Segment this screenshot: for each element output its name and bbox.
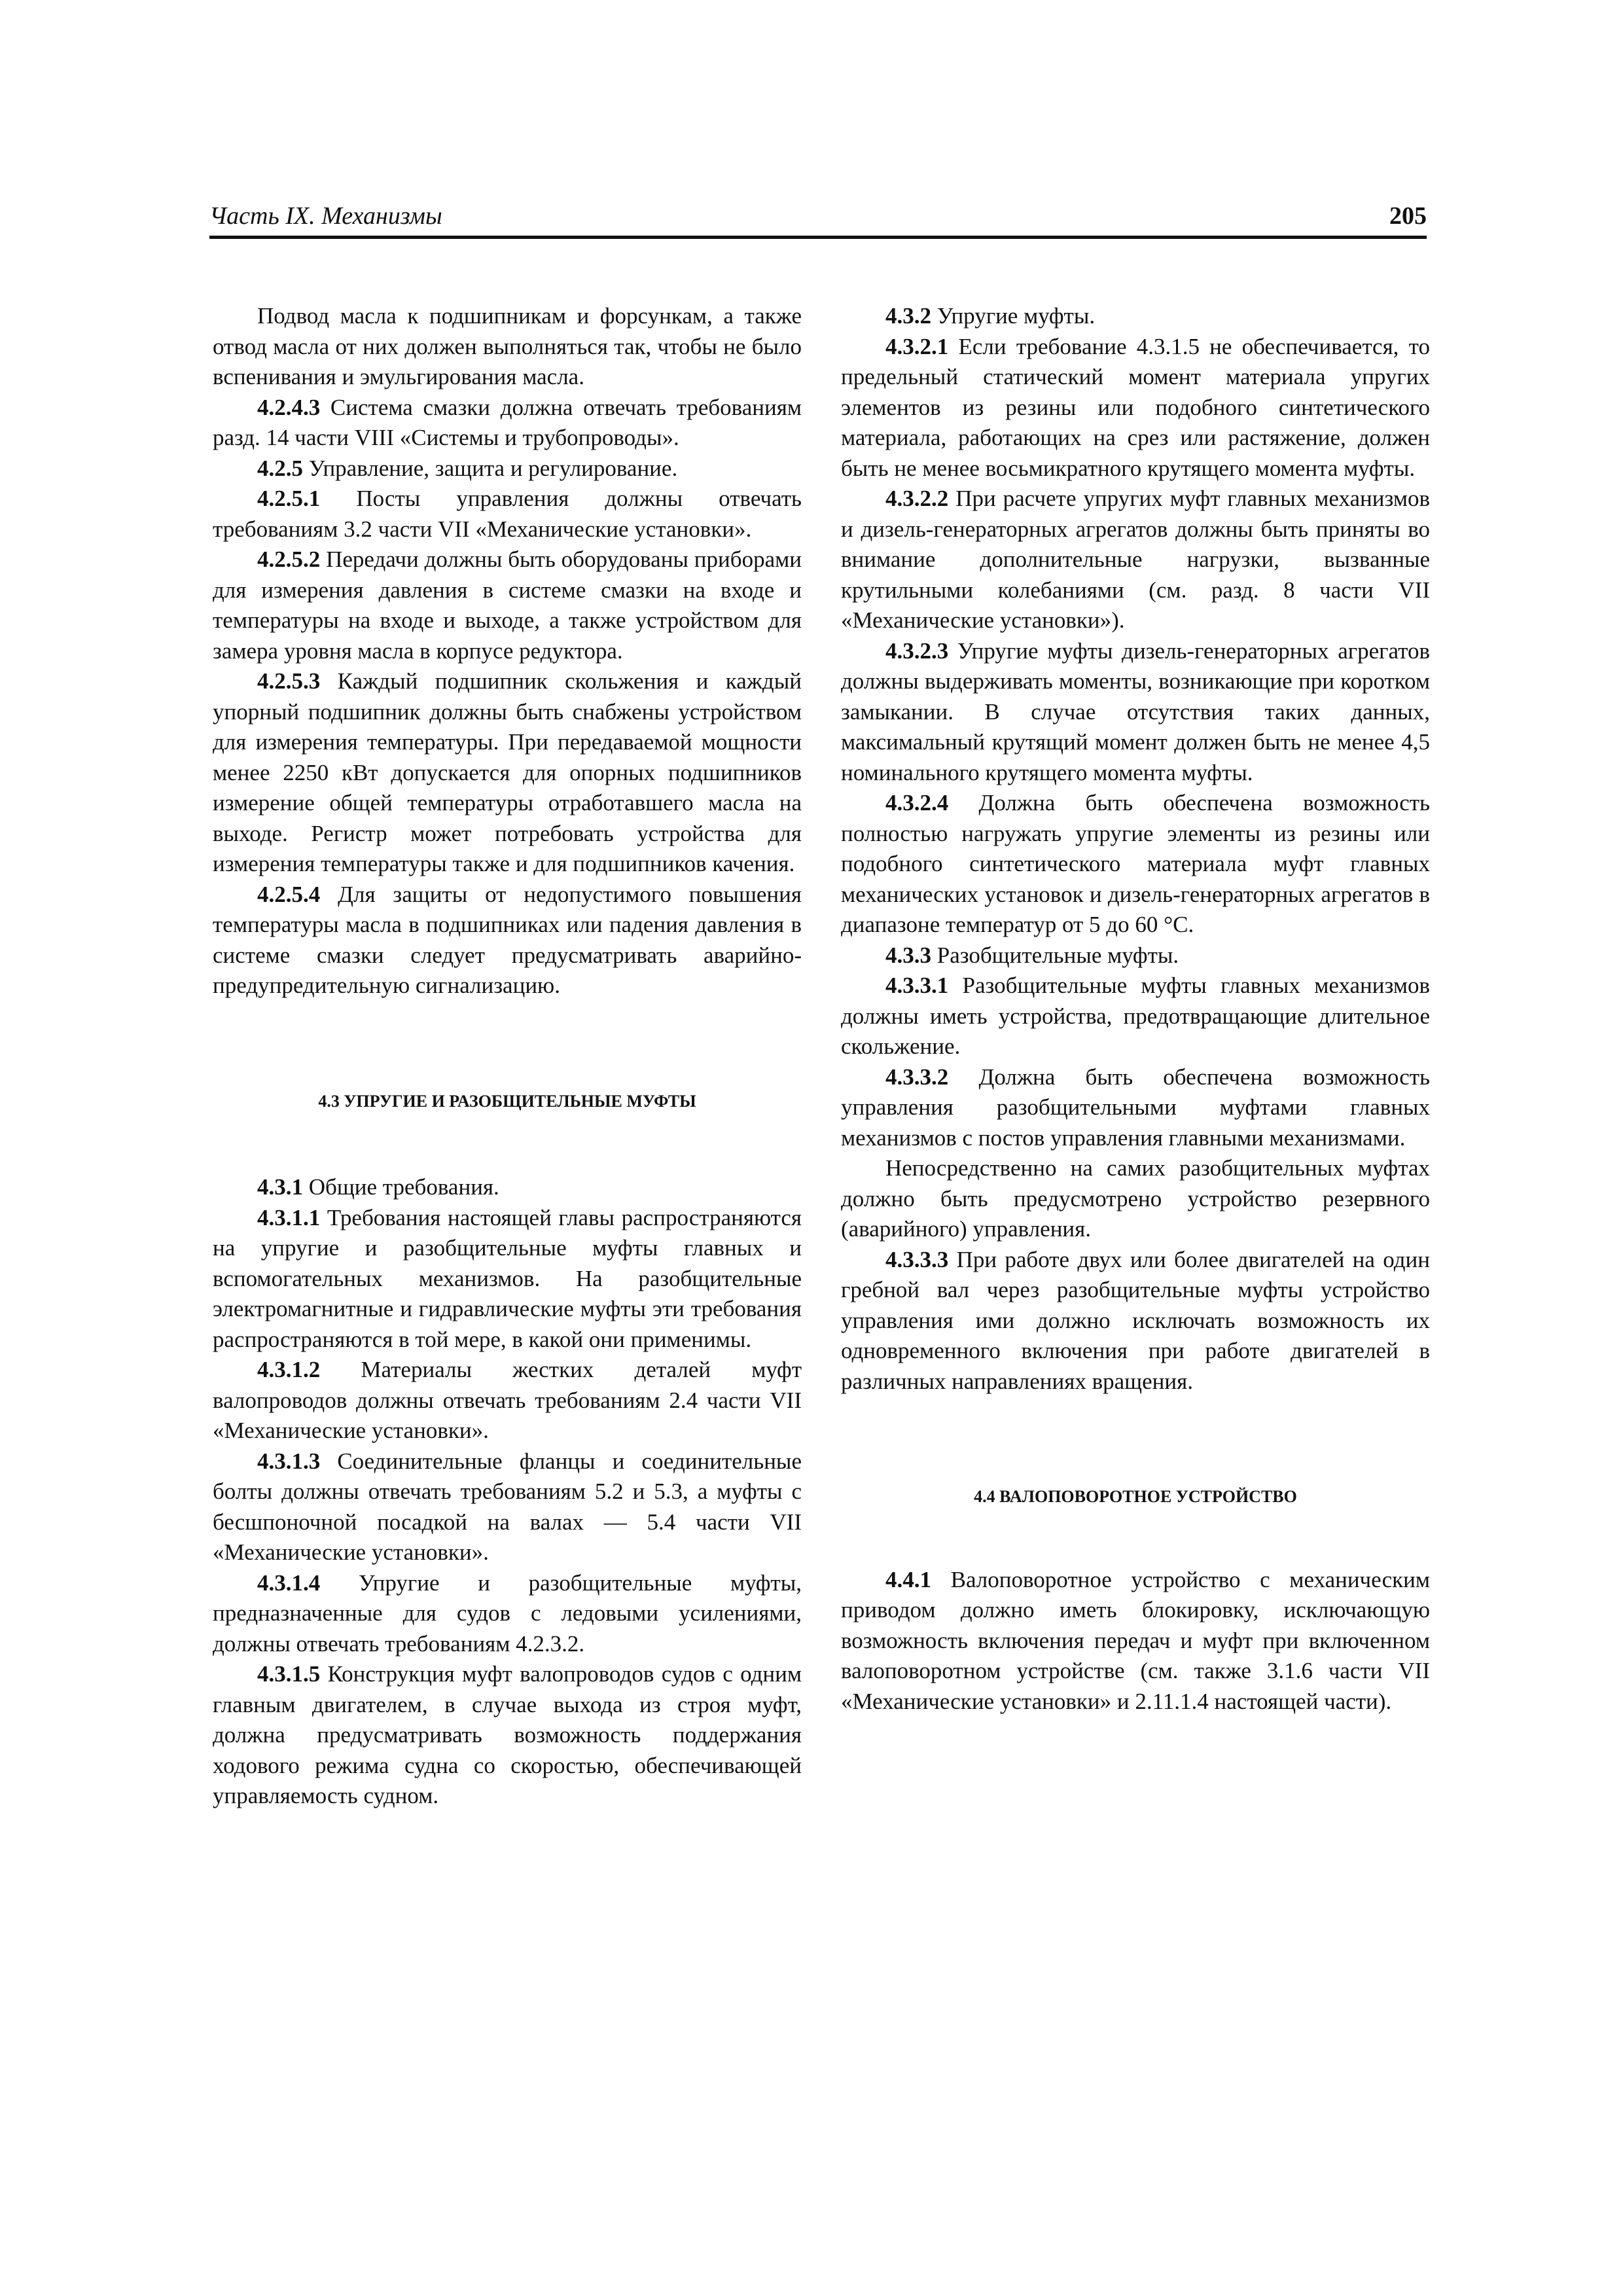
page-header (209, 196, 1427, 239)
paragraph: 4.3.3.2 Должна быть обеспечена возможность управления разобщительными муфтами главных механизмов с постов управления главными механизмами. (841, 1064, 1430, 1151)
paragraph: 4.3.2.4 Должна быть обеспечена возможность полностью нагружать упругие элементы из резины или подобного синтетического материала муфт главных механических установок и дизель-генераторных агрегатов в диапазоне температур от 5 до 60 °C. (841, 790, 1430, 937)
paragraph: 4.3.1.1 Требования настоящей главы распространяются на упругие и разобщительные муфты главных и вспомогательных механизмов. На разобщительные электромагнитные и гидравлические муфты эти требования распространяются в той мере, в какой они применимы. (213, 1204, 802, 1352)
paragraph: 4.3.3.3 При работе двух или более двигателей на один гребной вал через разобщительные муфты устройство управления ими должно исключать возможность их одновременного включения при работе двигателей в различных направлениях вращения. (841, 1246, 1430, 1394)
paragraph: 4.2.5.4 Для защиты от недопустимого повышения температуры масла в подшипниках или падения давления в системе смазки следует предусматривать аварийно-предупредительную сигнализацию. (213, 881, 802, 998)
subsection-heading: 4.3.3 Разобщительные муфты. (885, 942, 1179, 968)
subsection-heading: 4.2.5 Управление, защита и регулирование. (257, 455, 678, 481)
paragraph: 4.3.2.2 При расчете упругих муфт главных механизмов и дизель-генераторных агрегатов должны быть приняты во внимание дополнительные нагрузки, вызванные крутильными колебаниями (см. разд. 8 части VII «Механические установки»). (841, 486, 1430, 633)
paragraph: 4.4.1 Валоповоротное устройство с механическим приводом должно иметь блокировку, исключающую возможность включения передач и муфт при включенном валоповоротном устройстве (см. также 3.1.6 части VII «Механические установки» и 2.11.1.4 настоящей части). (841, 1566, 1430, 1714)
paragraph: 4.3.2.3 Упругие муфты дизель-генераторных агрегатов должны выдерживать моменты, возникающие при коротком замыкании. В случае отсутствия таких данных, максимальный крутящий момент должен быть не менее 4,5 номинального крутящего момента муфты. (841, 637, 1430, 785)
right-column (841, 301, 1430, 1717)
section-title: 4.4 ВАЛОПОВОРОТНОЕ УСТРОЙСТВО (974, 1487, 1297, 1506)
paragraph: 4.3.3.1 Разобщительные муфты главных механизмов должны иметь устройства, предотвращающие длительное скольжение. (841, 973, 1430, 1059)
paragraph: 4.2.5.1 Посты управления должны отвечать требованиям 3.2 части VII «Механические установки». (213, 486, 802, 542)
paragraph: 4.3.1.5 Конструкция муфт валопроводов судов с одним главным двигателем, в случае выхода из строя муфт, должна предусматривать возможность поддержания ходового режима судна со скоростью, обеспечивающей управляемость судном. (213, 1661, 802, 1808)
paragraph: 4.2.5.3 Каждый подшипник скольжения и каждый упорный подшипник должны быть снабжены устройством для измерения температуры. При передаваемой мощности менее 2250 кВт допускается для опорных подшипников измерение общей температуры отработавшего масла на выходе. Регистр может потребовать устройства для измерения температуры также и для подшипников качения. (213, 668, 802, 876)
paragraph: 4.2.5.2 Передачи должны быть оборудованы приборами для измерения давления в системе смазки на входе и температуры на входе и выходе, а также устройством для замера уровня масла в корпусе редуктора. (213, 547, 802, 664)
paragraph: Непосредственно на самих разобщительных муфтах должно быть предусмотрено устройство резервного (аварийного) управления. (841, 1155, 1430, 1242)
paragraph: 4.2.4.3 Система смазки должна отвечать требованиям разд. 14 части VIII «Системы и трубопроводы». (213, 394, 802, 450)
paragraph: 4.3.1.4 Упругие и разобщительные муфты, предназначенные для судов с ледовыми усилениями, должны отвечать требованиям 4.2.3.2. (213, 1570, 802, 1657)
paragraph: 4.3.2.1 Если требование 4.3.1.5 не обеспечивается, то предельный статический момент материала упругих элементов из резины или подобного синтетического материала, работающих на срез или растяжение, должен быть не менее восьмикратного крутящего момента муфты. (841, 333, 1430, 481)
paragraph: Подвод масла к подшипникам и форсункам, а также отвод масла от них должен выполняться так, чтобы не было вспенивания и эмульгирования масла. (213, 303, 802, 389)
paragraph: 4.3.1.3 Соединительные фланцы и соединительные болты должны отвечать требованиям 5.2 и 5.3, а муфты с бесшпоночной посадкой на валах — 5.4 части VII «Механические установки». (213, 1448, 802, 1565)
page-number: 205 (1389, 202, 1427, 230)
running-title: Часть IX. Механизмы (209, 202, 442, 230)
paragraph: 4.3.1.2 Материалы жестких деталей муфт валопроводов должны отвечать требованиям 2.4 части VII «Механические установки». (213, 1357, 802, 1443)
subsection-heading: 4.3.2 Упругие муфты. (885, 303, 1096, 329)
section-title: 4.3 УПРУГИЕ И РАЗОБЩИТЕЛЬНЫЕ МУФТЫ (318, 1091, 696, 1111)
subsection-heading: 4.3.1 Общие требования. (257, 1174, 499, 1200)
left-column (213, 301, 802, 1812)
